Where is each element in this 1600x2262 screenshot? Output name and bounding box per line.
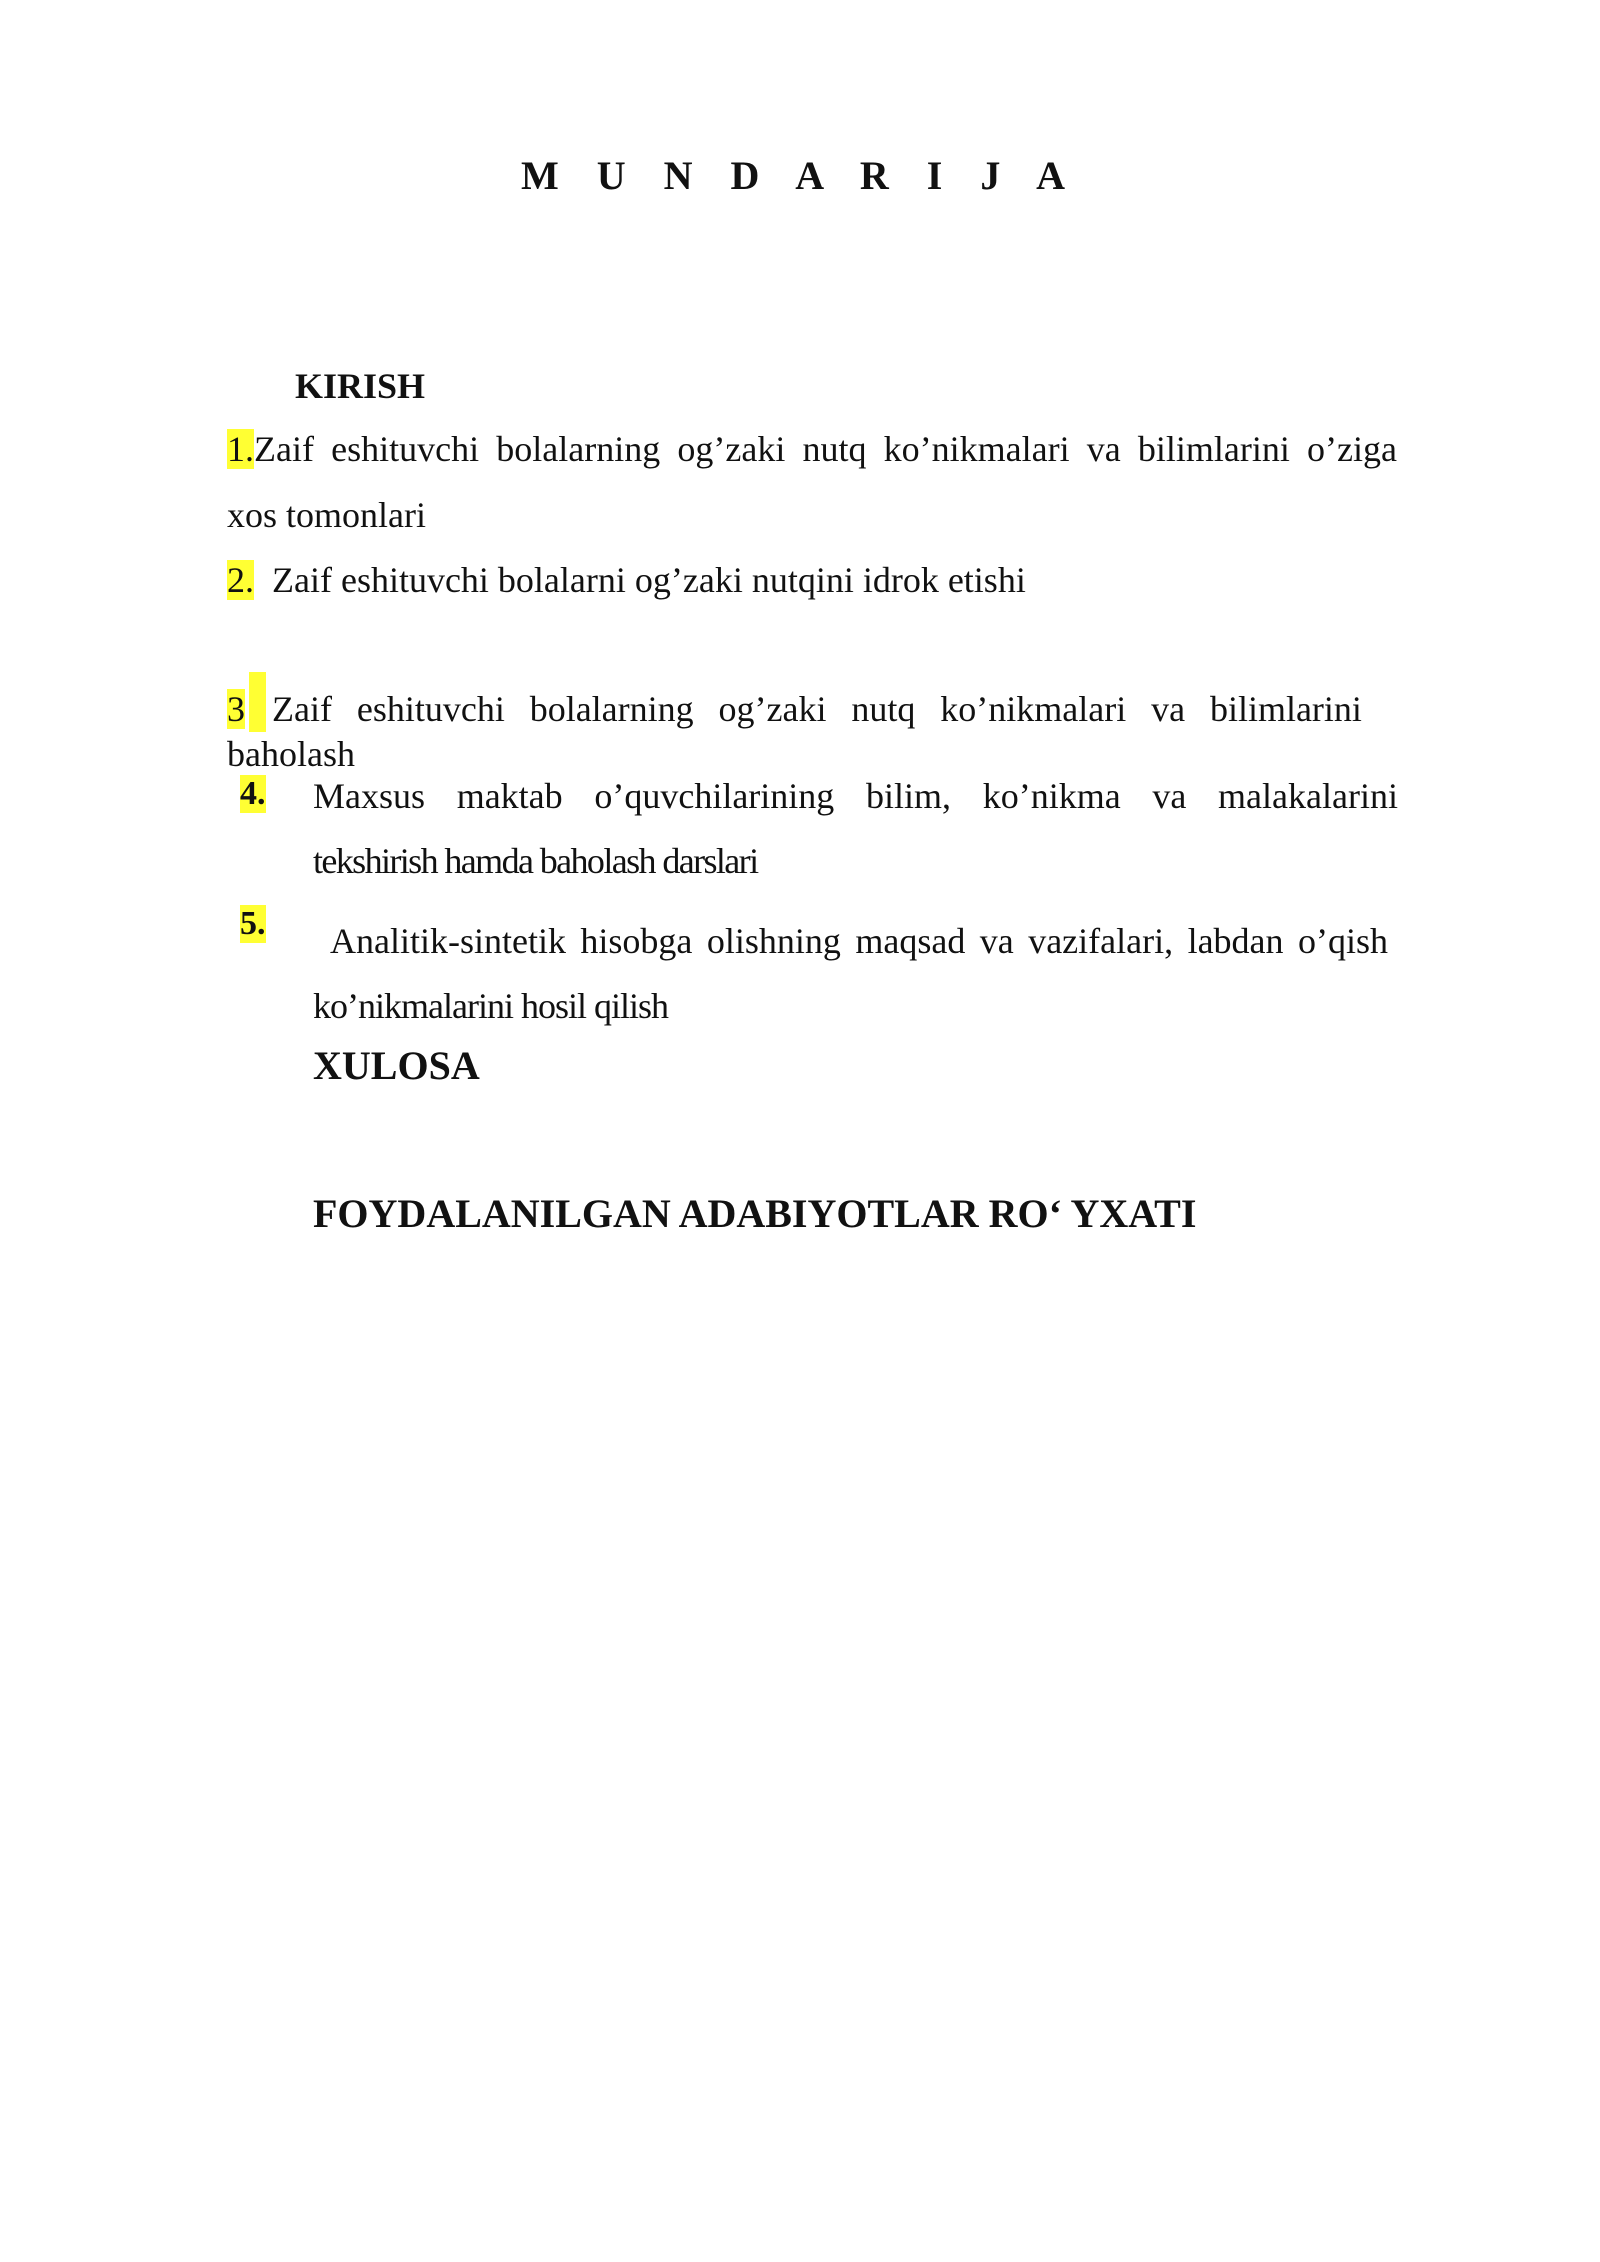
toc-item-1-word: ko’nikmalari (883, 429, 1070, 469)
toc-item-3-number-wrap: 3 Zaif (227, 689, 332, 729)
toc-item-2-text: Zaif eshituvchi bolalarni og’zaki nutqini idrok etishi (272, 560, 1026, 600)
toc-item-5-line-1 (330, 920, 1388, 962)
toc-item-2-number: 2. (227, 560, 254, 600)
toc-item-4-line-2: tekshirish hamda baholash darslari (313, 841, 758, 881)
toc-item-1-word: og’zaki (677, 429, 786, 469)
toc-item-3-word: bolalarning (529, 689, 694, 729)
toc-item-3-word: nutq (851, 689, 916, 729)
references-heading: FOYDALANILGAN ADABIYOTLAR RO‘ YXATI (313, 1191, 1197, 1236)
toc-item-5-word: hisobga (580, 921, 693, 961)
toc-item-4-word: bilim, (866, 776, 952, 816)
toc-item-1-word: bolalarning (496, 429, 661, 469)
toc-item-4-line-1 (313, 775, 1398, 817)
toc-item-5-word: vazifalari, (1028, 921, 1174, 961)
toc-item-5-word: o’qish (1297, 921, 1388, 961)
toc-item-3-word: og’zaki (718, 689, 827, 729)
intro-heading: KIRISH (295, 366, 426, 406)
toc-item-3-word: eshituvchi (356, 689, 505, 729)
toc-item-3-line-2: baholash (227, 734, 355, 774)
toc-item-3-word: ko’nikmalari (940, 689, 1127, 729)
toc-item-5-word: va (979, 921, 1014, 961)
page-title: M U N D A R I J A (520, 153, 1080, 198)
toc-item-1-word: o’ziga (1307, 429, 1397, 469)
toc-item-3-number: 3 (227, 689, 245, 729)
toc-item-5-word: olishning (706, 921, 841, 961)
toc-item-1-line-1 (227, 428, 1397, 470)
toc-item-4-number: 4. (240, 775, 266, 812)
toc-item-1-word: nutq (802, 429, 867, 469)
toc-item-1-number: 1. (227, 429, 254, 469)
conclusion-heading: XULOSA (313, 1043, 480, 1088)
toc-item-1-line-2: xos tomonlari (227, 495, 426, 535)
toc-item-5-word: Analitik-sintetik (330, 921, 566, 961)
toc-item-3-line-1 (227, 688, 1362, 730)
toc-item-4-word: va (1152, 776, 1187, 816)
toc-item-5-line-2: ko’nikmalarini hosil qilish (313, 986, 668, 1026)
toc-item-4-word: maktab (456, 776, 563, 816)
toc-item-2 (227, 559, 1026, 601)
toc-item-4-word: ko’nikma (982, 776, 1121, 816)
toc-item-3-word: bilimlarini (1209, 689, 1362, 729)
toc-item-4-word: Maxsus (313, 776, 426, 816)
toc-item-1-word: bilimlarini (1137, 429, 1290, 469)
toc-item-1-word: 1.Zaif (227, 429, 314, 469)
toc-item-1-word: eshituvchi (331, 429, 480, 469)
toc-item-4-word: malakalarini (1218, 776, 1398, 816)
toc-item-1-word: va (1086, 429, 1121, 469)
toc-item-5-word: maqsad (855, 921, 966, 961)
toc-item-5-number: 5. (240, 905, 266, 942)
toc-item-4-word: o’quvchilarining (594, 776, 835, 816)
toc-item-5-word: labdan (1187, 921, 1284, 961)
toc-item-3-word: va (1151, 689, 1186, 729)
